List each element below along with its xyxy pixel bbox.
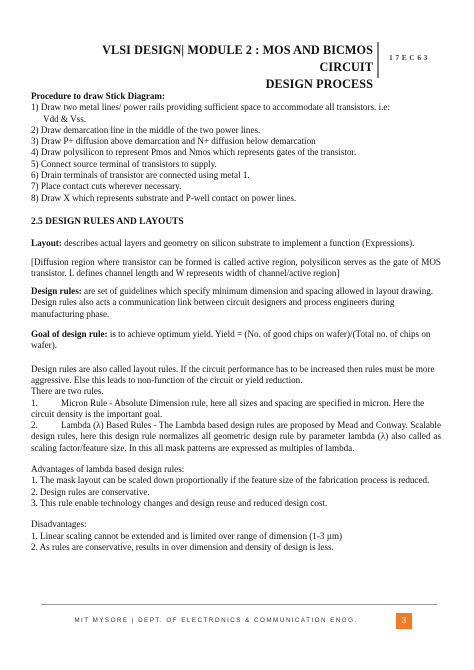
page-content xyxy=(31,91,441,553)
design-rules-text: are set of guidelines which specify minimum dimension and spacing allowed in layout drawing. Design rules also acts a communication link between circuit designers and process engineers during manufacturing phase. xyxy=(31,286,434,319)
layout-text: describes actual layers and geometry on silicon substrate to implement a function (Expressions). xyxy=(61,238,415,249)
page-number: 3 xyxy=(396,613,412,629)
header-title xyxy=(55,42,373,93)
course-code: 17EC63 xyxy=(389,53,431,62)
layout-rules-paragraph: Design rules are also called layout rules. If the circuit performance has to be increased then rules must be more aggressive. Else this leads to non-function of the circuit or yield reduction. xyxy=(31,363,435,385)
procedure-heading: Procedure to draw Stick Diagram: xyxy=(31,91,166,101)
advantage-item: 1. The mask layout can be scaled down proportionally if the feature size of the fabrication process is reduced. xyxy=(31,475,430,486)
advantage-item: 3. This rule enable technology changes and design reuse and reduced design cost. xyxy=(31,497,328,508)
procedure-step-continuation: Vdd & Vss. xyxy=(43,113,87,124)
lambda-rule-number: 2. xyxy=(31,420,38,431)
goal-definition xyxy=(31,329,441,352)
header-title-line2: DESIGN PROCESS xyxy=(265,77,373,91)
disadvantage-item: 2. As rules are conservative, results in over dimension and density of design is less. xyxy=(31,541,334,552)
disadvantage-item: 1. Linear scaling cannot be extended and is limited over range of dimension (1-3 µm) xyxy=(31,530,343,541)
layout-definition xyxy=(31,238,441,249)
goal-term: Goal of design rule: xyxy=(31,329,108,340)
bracket-note: [Diffusion region where transistor can be formed is called active region, polysilicon serves as the gate of MOS transistor. L defines channel length and W represents width of channel/active region] xyxy=(31,256,441,278)
disadvantages-heading: Disadvantages: xyxy=(31,519,87,530)
micron-rule-number: 1. xyxy=(31,397,38,408)
procedure-step: 2) Draw demarcation line in the middle of the two power lines. xyxy=(31,124,261,135)
layout-term: Layout: xyxy=(31,238,62,249)
procedure-step: 5) Connect source terminal of transistors to supply. xyxy=(31,158,217,169)
footer-text: MIT MYSORE | DEPT. OF ELECTRONICS & COMMUNICATION ENGG. xyxy=(74,617,358,624)
advantage-item: 2. Design rules are conservative. xyxy=(31,486,150,497)
procedure-step: 7) Place contact cuts wherever necessary. xyxy=(31,181,182,192)
page-header xyxy=(55,42,443,91)
section-title: 2.5 DESIGN RULES AND LAYOUTS xyxy=(31,216,184,227)
procedure-step: 3) Draw P+ diffusion above demarcation and N+ diffusion below demarcation xyxy=(31,136,316,147)
header-divider xyxy=(377,42,379,78)
goal-text: is to achieve optimum yield. Yield = (No. of good chips on wafer)/(Total no. of chips on wafer). xyxy=(31,329,431,351)
design-rules-term: Design rules: xyxy=(31,286,82,297)
design-rules-definition xyxy=(31,286,441,320)
procedure-steps xyxy=(31,102,441,204)
footer-divider xyxy=(41,604,437,605)
header-title-line1: VLSI DESIGN| MODULE 2 : MOS AND BICMOS CIRCUIT xyxy=(102,43,373,74)
lambda-rule-text: Lambda (λ) Based Rules - The Lambda based design rules are proposed by Mead and Conway. Scalable design rules, here this design rule normalizes all geometric design rule by parameter lambda (λ) also called as scaling factor/feature size. In this all mask patterns are expressed as multiples of lambda. xyxy=(31,420,441,453)
advantages-heading: Advantages of lambda based design rules: xyxy=(31,464,185,475)
procedure-step: 1) Draw two metal lines/ power rails providing sufficient space to accommodate all transistors. i.e: xyxy=(31,102,390,113)
two-rules-line: There are two rules. xyxy=(31,386,104,397)
procedure-step: 8) Draw X which represents substrate and P-well contact on power lines. xyxy=(31,192,297,203)
procedure-step: 6) Drain terminals of transistor are connected using metal 1. xyxy=(31,170,250,181)
micron-rule-text: Micron Rule - Absolute Dimension rule, here all sizes and spacing are specified in micron. Here the circuit density is the important goal. xyxy=(31,397,425,419)
procedure-step: 4) Draw polysilicon to represent Pmos and Nmos which represents gates of the transistor. xyxy=(31,147,357,158)
